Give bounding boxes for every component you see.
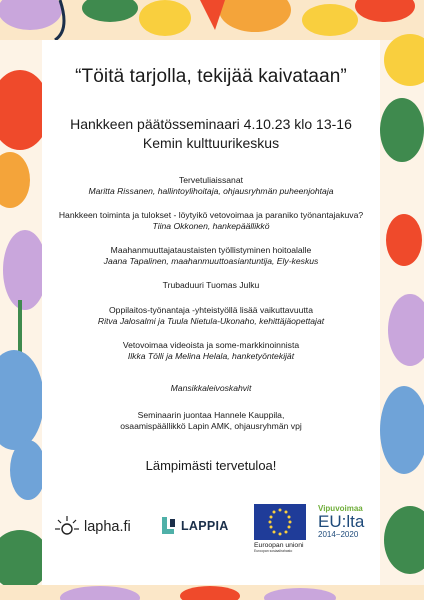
subtitle-line-1: Hankkeen päätösseminaari 4.10.23 klo 13-16 (70, 116, 352, 132)
program-item-speaker: Mansikkaleivoskahvit (170, 383, 252, 393)
program-item-speaker: Jaana Tapalinen, maahanmuuttoasiantuntija, Ely-keskus (103, 256, 319, 266)
program-item-title: Oppilaitos-työnantaja -yhteistyöllä lisää vaikuttavuutta (109, 305, 313, 315)
program-item-speaker: Tiina Okkonen, hankepäällikkö (152, 221, 270, 231)
poster-title: “Töitä tarjolla, tekijää kaivataan” (75, 66, 347, 87)
program-item-speaker: Maritta Rissanen, hallintoylihoitaja, ohjausryhmän puheenjohtaja (88, 186, 334, 196)
eu-label: Euroopan unioni (254, 542, 304, 549)
lappia-label: LAPPIA (181, 519, 229, 533)
vipuvoimaa-label: Vipuvoimaa (318, 504, 363, 513)
lappia-mark-icon (162, 517, 178, 535)
logo-row (42, 504, 380, 570)
eu-logo (254, 504, 310, 553)
program-item-title: osaamispäällikkö Lapin AMK, ohjausryhmän vpj (120, 421, 302, 431)
poster-panel (42, 40, 380, 585)
vipuvoimaa-eu-label: EU:lta (318, 512, 365, 531)
program-item-title: Trubaduuri Tuomas Julku (162, 280, 260, 290)
lapha-logo (54, 514, 131, 540)
program-item-title: Vetovoimaa videoista ja some-markkinoinnista (122, 340, 300, 350)
program-item-title: Maahanmuuttajataustaisten työllistyminen hoitoalalle (110, 245, 312, 255)
vipuvoimaa-logo (318, 504, 378, 539)
eu-sublabel: Euroopan sosiaalirahasto (254, 549, 293, 553)
lapha-label: lapha.fi (84, 519, 131, 535)
subtitle-line-2: Kemin kulttuurikeskus (142, 135, 280, 151)
program-item-title: Hankkeen toiminta ja tulokset - löytyikö vetovoimaa ja paraniko työnantajakuva? (58, 210, 364, 220)
sun-icon (54, 514, 80, 540)
vipuvoimaa-years: 2014−2020 (318, 530, 359, 539)
program-item-speaker: Ritva Jalosalmi ja Tuula Nietula-Ukonaho, kehittäjäopettajat (97, 316, 325, 326)
welcome-text: Lämpimästi tervetuloa! (145, 458, 277, 473)
lappia-logo (162, 517, 229, 535)
program-item-title: Tervetuliaissanat (178, 175, 243, 185)
program-item-title: Seminaarin juontaa Hannele Kauppila, (137, 410, 285, 420)
program-item-speaker: Ilkka Tölli ja Melina Helala, hanketyöntekijät (127, 351, 295, 361)
eu-flag-icon (254, 504, 306, 540)
